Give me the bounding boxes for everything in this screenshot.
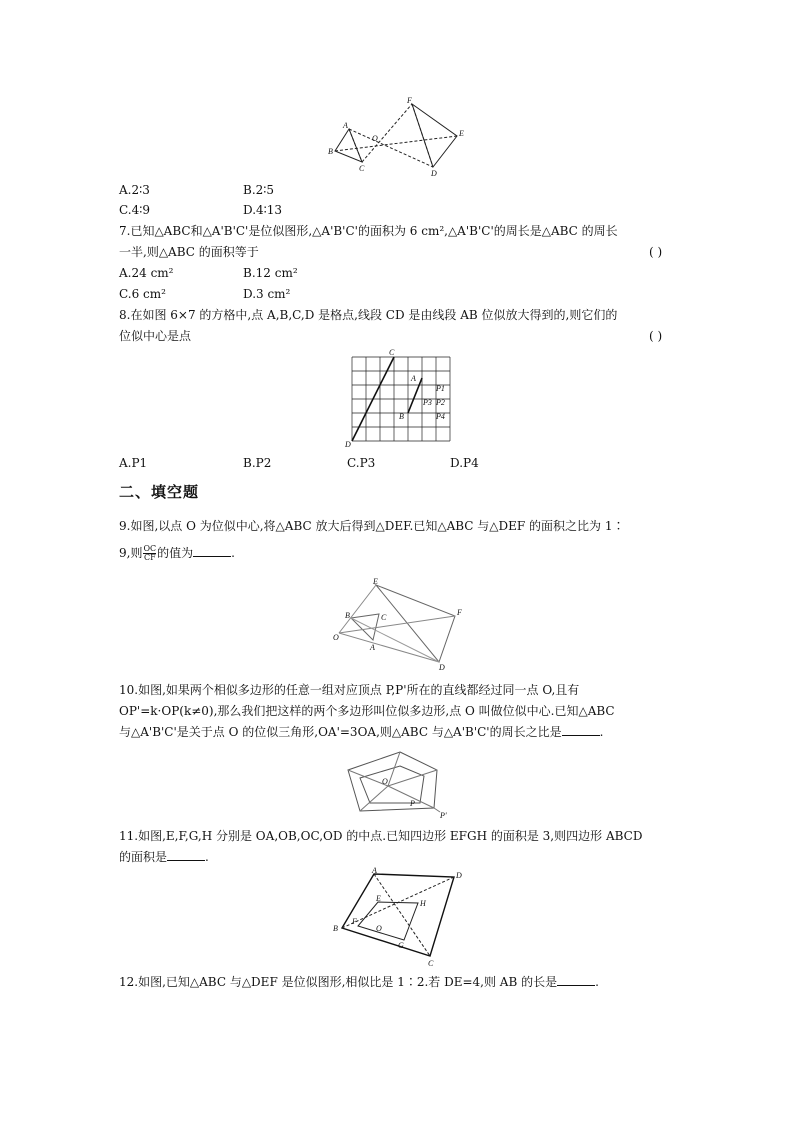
q8-segment-ab [408, 378, 422, 413]
q10-label-p: P [410, 799, 415, 808]
q6-label-e: E [459, 129, 464, 138]
q12-answer-blank[interactable] [557, 974, 595, 986]
q8-label-p1: P1 [436, 384, 445, 393]
q6-option-c[interactable]: C.4∶9 [119, 203, 150, 217]
q9-label-o: O [333, 633, 339, 642]
q11-label-d: D [456, 871, 462, 880]
q11-figure [330, 868, 465, 970]
q9-triangle-small [351, 614, 379, 640]
q11-quad-efgh [358, 902, 418, 940]
q10-stem-line2: OP'=k·OP(k≠0),那么我们把这样的两个多边形叫位似多边形,点 O 叫做位似中心.已知△ABC [119, 704, 615, 718]
q6-option-a[interactable]: A.2∶3 [119, 183, 150, 197]
q9-figure [333, 578, 468, 670]
q6-label-d: D [431, 169, 437, 178]
q6-figure [325, 95, 470, 180]
q10-label-p-prime: P' [440, 811, 447, 820]
q9-label-e: E [373, 577, 378, 586]
q9-fraction: $\frac{OC}{CF}$ [143, 544, 157, 562]
q7-stem-line2: 一半,则△ABC 的面积等于 [119, 245, 259, 259]
q11-label-h: H [420, 899, 426, 908]
q9-stem-line1: 9.如图,以点 O 为位似中心,将△ABC 放大后得到△DEF.已知△ABC 与△DEF 的面积之比为 1∶ [119, 519, 625, 533]
q10-figure [340, 748, 452, 820]
q6-triangle-small [335, 129, 362, 162]
q7-option-a[interactable]: A.24 cm² [119, 266, 174, 280]
section-heading-fill-in: 二、填空题 [119, 483, 200, 501]
q10-stem-line3: 与△A'B'C'是关于点 O 的位似三角形,OA'=3OA,则△ABC 与△A'B'C'的周长之比是 . [119, 725, 604, 739]
q8-grid-figure [344, 347, 456, 451]
q7-option-c[interactable]: C.6 cm² [119, 287, 166, 301]
q11-label-a: A [372, 866, 377, 875]
q11-stem-line2: 的面积是 . [119, 850, 209, 864]
q9-answer-blank[interactable] [193, 545, 231, 557]
q9-label-b: B [345, 611, 350, 620]
q8-stem-line1: 8.在如图 6×7 的方格中,点 A,B,C,D 是格点,线段 CD 是由线段 AB 位似放大得到的,则它们的 [119, 308, 618, 322]
q11-stem-line1: 11.如图,E,F,G,H 分别是 OA,OB,OC,OD 的中点.已知四边形 EFGH 的面积是 3,则四边形 ABCD [119, 829, 643, 843]
q11-label-b: B [333, 924, 338, 933]
q8-option-a[interactable]: A.P1 [119, 456, 148, 470]
q6-option-b[interactable]: B.2∶5 [243, 183, 275, 197]
q6-triangle-large [412, 104, 457, 167]
q11-label-o: O [376, 924, 382, 933]
q8-label-b: B [399, 412, 404, 421]
q11-label-e: E [376, 894, 381, 903]
q6-label-b: B [328, 147, 333, 156]
q8-label-a: A [411, 374, 416, 383]
q9-label-d: D [439, 663, 445, 672]
q11-answer-blank[interactable] [167, 849, 205, 861]
q6-option-d[interactable]: D.4∶13 [243, 203, 283, 217]
q7-option-d[interactable]: D.3 cm² [243, 287, 291, 301]
q10-label-o: O [382, 777, 388, 786]
q8-label-c: C [389, 348, 395, 357]
q12-stem: 12.如图,已知△ABC 与△DEF 是位似图形,相似比是 1∶2.若 DE=4,则 AB 的长是 . [119, 975, 599, 989]
q7-answer-paren[interactable]: ( ) [649, 245, 663, 259]
q7-option-b[interactable]: B.12 cm² [243, 266, 298, 280]
q8-option-b[interactable]: B.P2 [243, 456, 272, 470]
q11-label-g: G [398, 941, 404, 950]
q9-stem-line2: 9,则 $\frac{OC}{CF}$ 的值为 . [119, 544, 235, 562]
q10-stem-line1: 10.如图,如果两个相似多边形的任意一组对应顶点 P,P'所在的直线都经过同一点 O,且有 [119, 683, 580, 697]
q8-option-d[interactable]: D.P4 [450, 456, 479, 470]
q9-label-c: C [381, 613, 387, 622]
q8-label-d: D [345, 440, 351, 449]
q11-label-f: F [352, 917, 357, 926]
q10-answer-blank[interactable] [562, 724, 600, 736]
q8-label-p3: P3 [423, 398, 432, 407]
q8-label-p4: P4 [436, 412, 445, 421]
q8-answer-paren[interactable]: ( ) [649, 329, 663, 343]
q11-label-c: C [428, 959, 434, 968]
q9-label-f: F [457, 608, 462, 617]
q8-stem-line2: 位似中心是点 [119, 329, 192, 343]
q9-label-a: A [370, 643, 375, 652]
q8-option-c[interactable]: C.P3 [347, 456, 376, 470]
q8-label-p2: P2 [436, 398, 445, 407]
q7-stem-line1: 7.已知△ABC和△A'B'C'是位似图形,△A'B'C'的面积为 6 cm²,△A'B'C'的周长是△ABC 的周长 [119, 224, 618, 238]
q6-label-a: A [343, 121, 348, 130]
q6-label-f: F [407, 96, 412, 105]
q6-label-c: C [359, 164, 365, 173]
q6-label-o: O [372, 134, 378, 143]
